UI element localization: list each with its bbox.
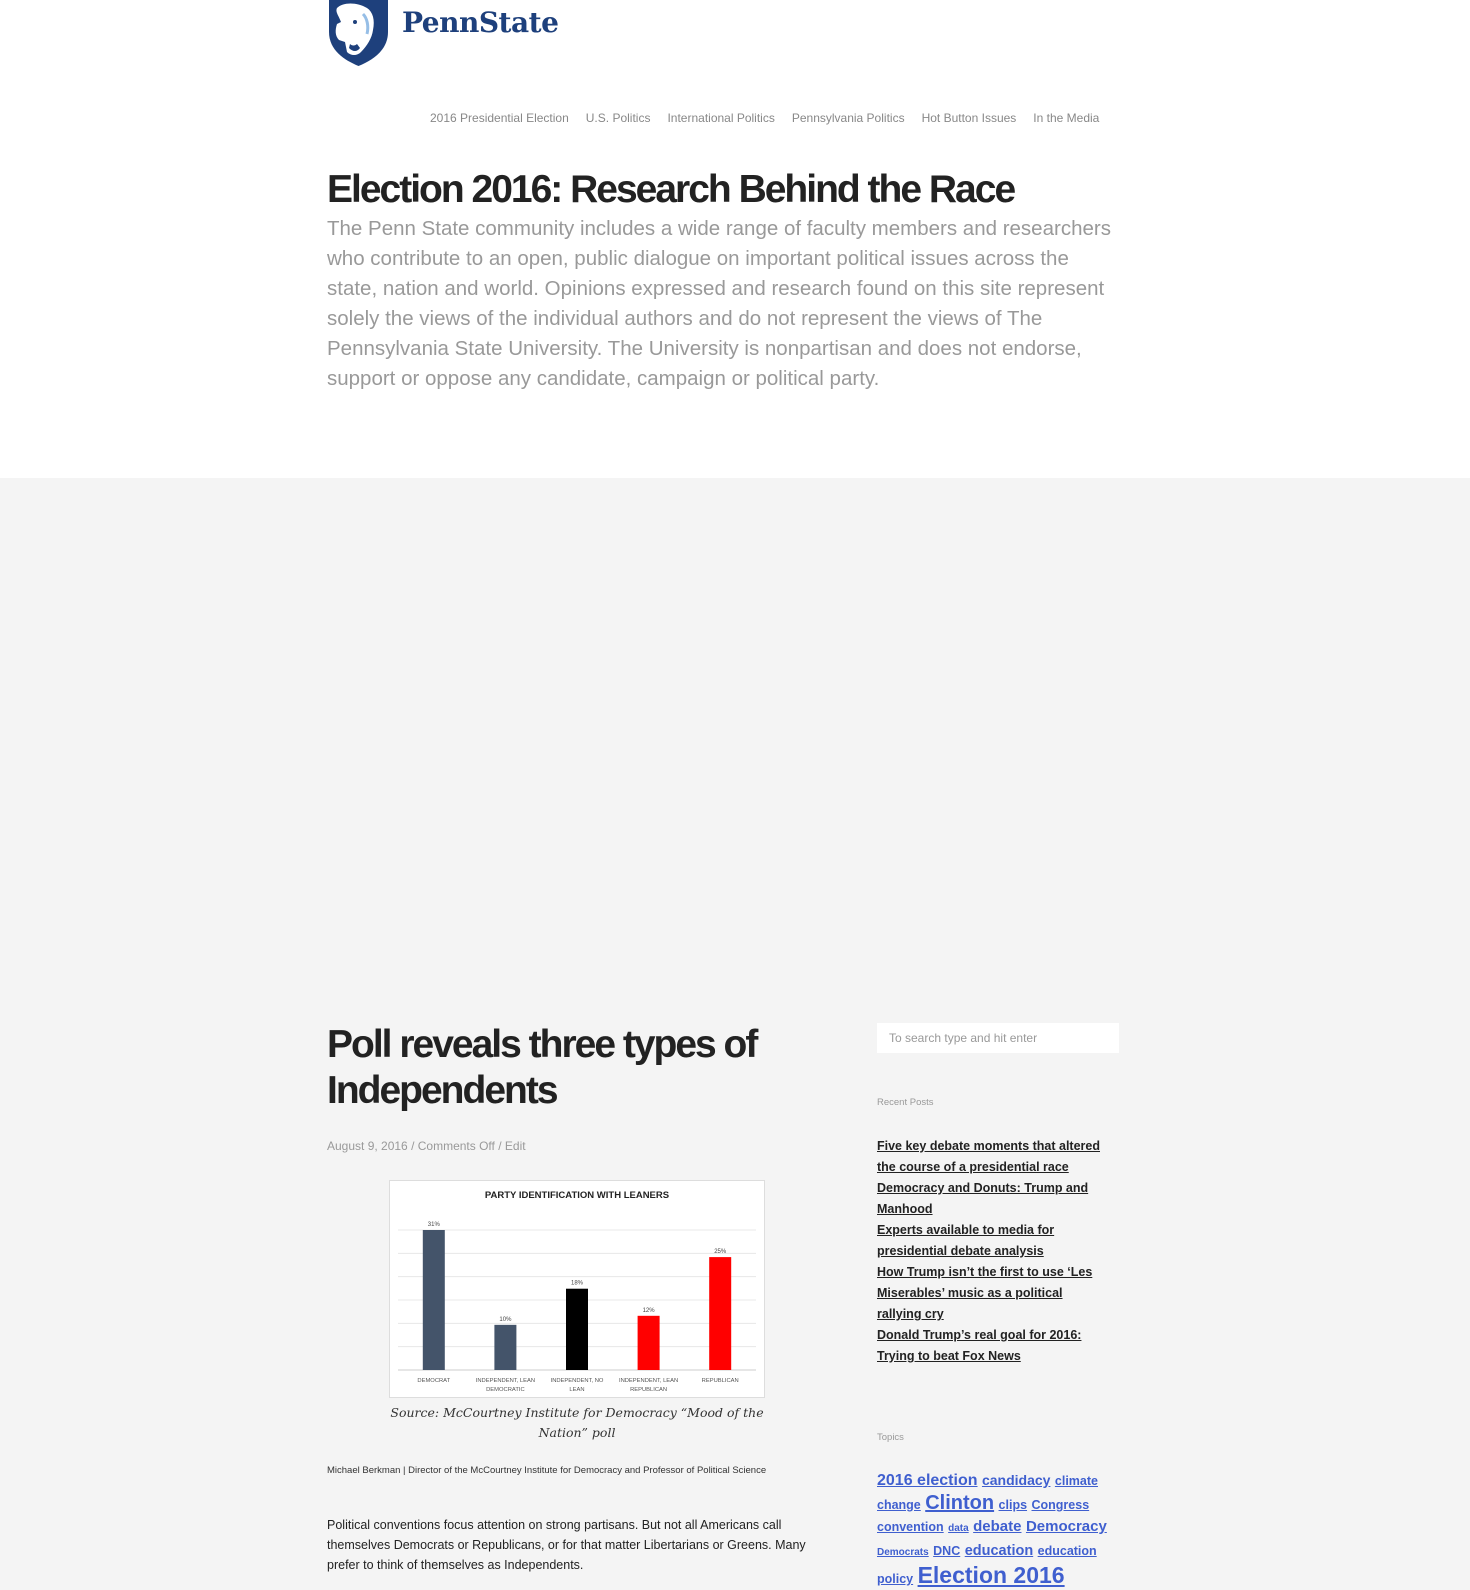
chart-bar (709, 1257, 731, 1370)
tag-link[interactable]: clips (998, 1498, 1028, 1512)
post-body: Political conventions focus attention on strong partisans. But not all Americans call themselves Democrats or Republicans, or for that matter Libertarians or Greens. Many prefer to think of themselves as Independents. (327, 1518, 806, 1572)
list-item (877, 1178, 1107, 1220)
tag-link[interactable]: convention (877, 1520, 944, 1534)
chart-data-label: 31% (427, 1222, 440, 1228)
site-header (0, 0, 1470, 478)
figure-caption: Source: McCourtney Institute for Democracy “Mood of the Nation” poll (390, 1405, 764, 1440)
chart-bar (494, 1325, 516, 1370)
site-title: Election 2016: Research Behind the Race (327, 168, 1015, 211)
tag-link[interactable]: data (948, 1523, 969, 1534)
nav-item-in-the-media[interactable]: In the Media (1033, 111, 1100, 125)
tag-link[interactable]: Clinton (925, 1492, 995, 1514)
tag-link[interactable]: Democracy (1025, 1518, 1107, 1535)
list-item (877, 1220, 1107, 1262)
author-byline: Michael Berkman | Director of the McCourtney Institute for Democracy and Professor of Political Science (327, 1465, 767, 1476)
tag-link[interactable]: debate (973, 1518, 1022, 1535)
chart-bar (638, 1316, 660, 1370)
pennstate-logo[interactable] (327, 0, 558, 66)
brand-name: PennState (402, 5, 559, 39)
recent-post-link[interactable]: Donald Trump’s real goal for 2016: Trying to beat Fox News (877, 1328, 1082, 1363)
nittany-lion-shield-icon (327, 0, 390, 66)
chart-data-label: 25% (714, 1249, 727, 1256)
party-identification-chart (390, 1181, 764, 1397)
recent-post-link[interactable]: How Trump isn’t the first to use ‘Les Miserables’ music as a political rallying cry (877, 1265, 1093, 1321)
post-title[interactable]: Poll reveals three types of Independents (327, 1023, 757, 1112)
chart-category-label: INDEPENDENT, LEAN DEMOCRATIC (475, 1378, 536, 1393)
recent-posts-list (877, 1136, 1107, 1367)
post-meta (327, 1139, 526, 1153)
tag-link[interactable]: education policy (877, 1544, 1097, 1586)
nav-item-hot-button-issues[interactable]: Hot Button Issues (921, 111, 1017, 125)
chart-data-label: 10% (499, 1316, 512, 1323)
tag-link[interactable]: 2016 election (877, 1472, 978, 1489)
recent-post-link[interactable]: Five key debate moments that altered the course of a presidential race (877, 1139, 1100, 1174)
meta-separator: / (494, 1139, 505, 1153)
tag-cloud (877, 1469, 1109, 1590)
chart-data-label: 12% (642, 1307, 655, 1314)
list-item (877, 1136, 1107, 1178)
nav-item-international-politics[interactable]: International Politics (667, 111, 775, 125)
chart-figure[interactable] (389, 1180, 765, 1398)
chart-data-label: 18% (570, 1280, 584, 1287)
chart-bar (423, 1230, 445, 1370)
nav-item-presidential-election[interactable]: 2016 Presidential Election (430, 111, 569, 125)
tag-link[interactable]: DNC (933, 1544, 961, 1558)
list-item (877, 1325, 1107, 1367)
chart-category-label: DEMOCRAT (417, 1378, 451, 1384)
list-item (877, 1262, 1107, 1325)
nav-item-pennsylvania-politics[interactable]: Pennsylvania Politics (791, 111, 905, 125)
tag-link[interactable]: Democrats (877, 1547, 929, 1558)
tag-link[interactable]: Congress (1031, 1498, 1090, 1512)
chart-bar (566, 1289, 588, 1370)
tag-link[interactable]: education (964, 1543, 1034, 1559)
meta-separator: / (407, 1139, 418, 1153)
search-input[interactable] (877, 1023, 1119, 1053)
tag-link[interactable]: candidacy (981, 1472, 1051, 1488)
tag-link[interactable]: climate change (877, 1474, 1098, 1512)
recent-post-link[interactable]: Experts available to media for presidential debate analysis (877, 1223, 1055, 1258)
chart-title: PARTY IDENTIFICATION WITH LEANERS (484, 1190, 670, 1201)
tag-link[interactable]: Election 2016 (917, 1562, 1065, 1588)
topics-heading: Topics (877, 1432, 904, 1443)
chart-category-label: REPUBLICAN (701, 1378, 739, 1384)
post-date-link[interactable]: August 9, 2016 (327, 1139, 408, 1153)
chart-category-label: INDEPENDENT, NO LEAN (550, 1378, 604, 1393)
comments-link[interactable]: Comments Off (417, 1139, 495, 1153)
site-description: The Penn State community includes a wide range of faculty members and researchers who contribute to an open, public dialogue on important political issues across the state, nation and world. Opinions expressed and research found on this site represent solely the views of the individual authors and do not represent the views of The Pennsylvania State University. The University is nonpartisan and does not endorse, support or oppose any candidate, campaign or political party. (327, 217, 1111, 390)
edit-link[interactable]: Edit (504, 1139, 526, 1153)
recent-post-link[interactable]: Democracy and Donuts: Trump and Manhood (877, 1181, 1089, 1216)
nav-item-us-politics[interactable]: U.S. Politics (585, 111, 651, 125)
chart-category-label: INDEPENDENT, LEAN REPUBLICAN (618, 1378, 679, 1393)
main-nav (430, 111, 1099, 125)
recent-posts-heading: Recent Posts (877, 1097, 934, 1108)
